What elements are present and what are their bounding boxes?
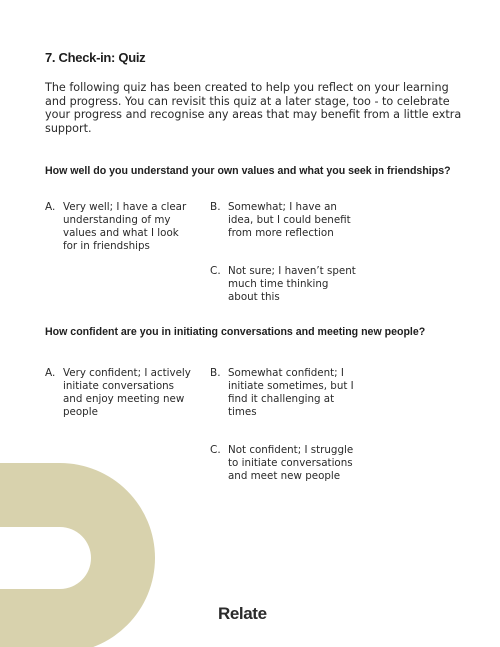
option-text: Not confident; I struggle to initiate conversations and meet new people — [228, 444, 354, 482]
option-text: Not sure; I haven’t spent much time thinking about this — [228, 265, 356, 303]
option-letter: A. — [45, 201, 56, 213]
option-text: Somewhat; I have an idea, but I could benefit from more reflection — [228, 201, 351, 239]
option-letter: C. — [210, 444, 221, 456]
q1-option-a[interactable] — [45, 201, 193, 253]
page-title: 7. Check-in: Quiz — [45, 50, 146, 65]
option-letter: B. — [210, 367, 221, 379]
option-text: Very confident; I actively initiate conversations and enjoy meeting new people — [63, 367, 191, 418]
question-2: How confident are you in initiating conversations and meeting new people? — [45, 326, 426, 338]
q1-option-c[interactable] — [210, 265, 358, 304]
relate-logo: Relate — [218, 604, 267, 623]
q2-option-c[interactable] — [210, 444, 358, 483]
option-letter: B. — [210, 201, 221, 213]
q1-option-b[interactable] — [210, 201, 358, 240]
q2-option-b[interactable] — [210, 367, 358, 419]
option-letter: A. — [45, 367, 56, 379]
q2-option-a[interactable] — [45, 367, 193, 419]
intro-paragraph: The following quiz has been created to help you reflect on your learning and progress. You can revisit this quiz at a later stage, too - to celebrate your progress and recognise any areas that may benefit from a little extra support. — [45, 81, 462, 135]
option-text: Very well; I have a clear understanding of my values and what I look for in friendships — [63, 201, 187, 252]
option-text: Somewhat confident; I initiate sometimes, but I find it challenging at times — [228, 367, 354, 418]
option-letter: C. — [210, 265, 221, 277]
question-1: How well do you understand your own values and what you seek in friendships? — [45, 165, 451, 177]
